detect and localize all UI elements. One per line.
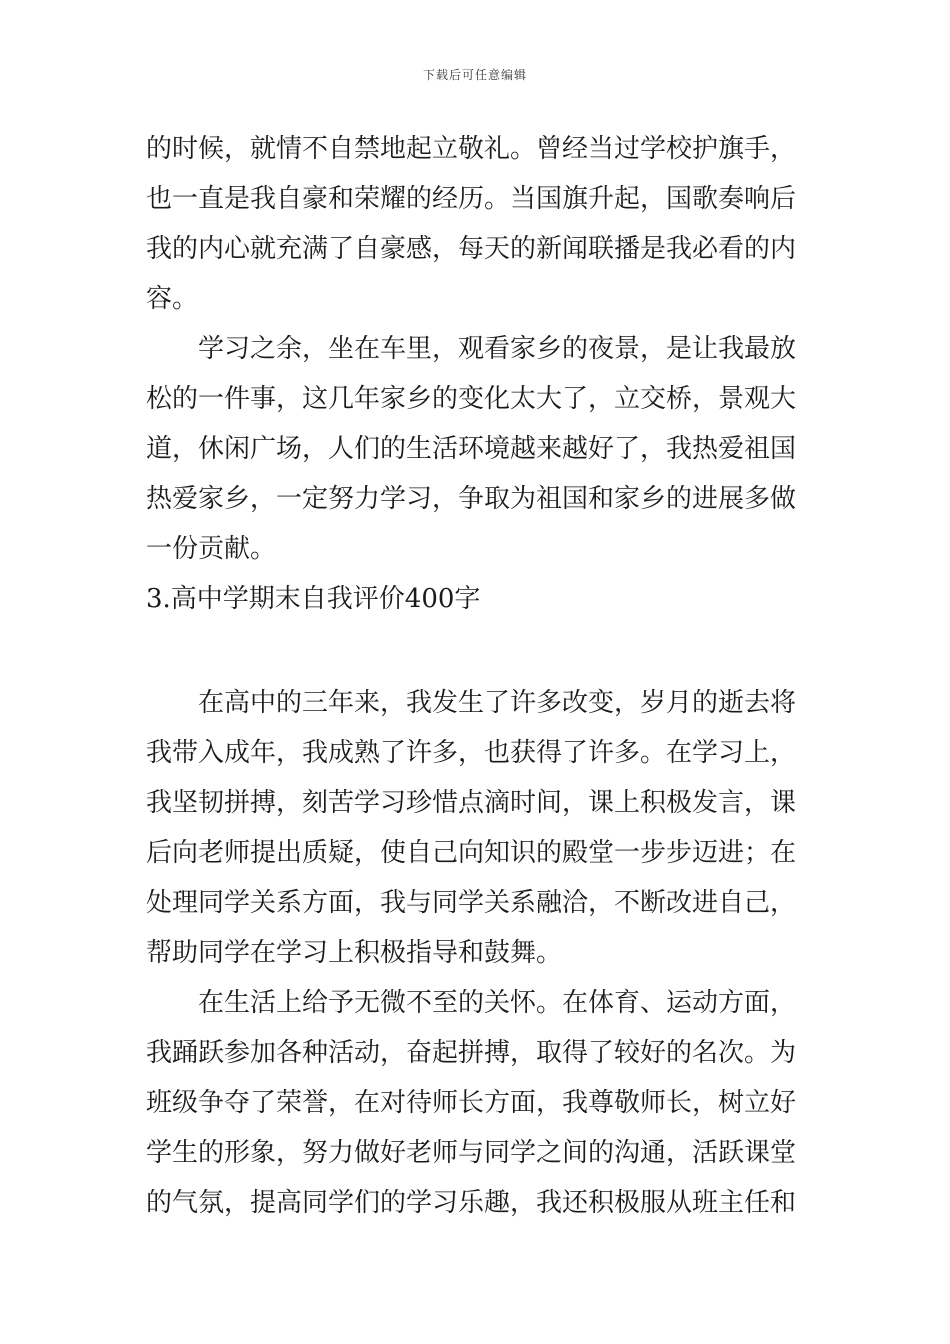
- text-line: 我带入成年，我成熟了许多，也获得了许多。在学习上，: [146, 738, 797, 768]
- text-line: 我的内心就充满了自豪感，每天的新闻联播是我必看的内: [146, 234, 797, 264]
- text-line: 我踊跃参加各种活动，奋起拼搏，取得了较好的名次。为: [146, 1038, 797, 1068]
- document-body: [146, 124, 814, 1228]
- text-line: 热爱家乡，一定努力学习，争取为祖国和家乡的进展多做: [146, 484, 797, 514]
- text-line: 帮助同学在学习上积极指导和鼓舞。: [146, 938, 563, 968]
- text-line: 松的一件事，这几年家乡的变化太大了，立交桥，景观大: [146, 384, 797, 414]
- paragraph-4: [146, 978, 814, 1228]
- text-line: 的时候，就情不自禁地起立敬礼。曾经当过学校护旗手，: [146, 134, 797, 164]
- paragraph-3: [146, 678, 814, 978]
- header-note: 下载后可任意编辑: [422, 68, 527, 82]
- paragraph-2: [146, 324, 814, 574]
- paragraph-1: [146, 124, 814, 324]
- text-line: 我坚韧拼搏，刻苦学习珍惜点滴时间，课上积极发言，课: [146, 788, 797, 818]
- text-line: 在生活上给予无微不至的关怀。在体育、运动方面，: [198, 988, 797, 1018]
- text-line: 学生的形象，努力做好老师与同学之间的沟通，活跃课堂: [146, 1138, 797, 1168]
- text-line: 容。: [146, 284, 199, 314]
- text-line: 的气氛，提高同学们的学习乐趣，我还积极服从班主任和: [146, 1188, 797, 1218]
- text-line: 在高中的三年来，我发生了许多改变，岁月的逝去将: [198, 688, 797, 718]
- text-line: 班级争夺了荣誉，在对待师长方面，我尊敬师长，树立好: [146, 1088, 797, 1118]
- text-line: 后向老师提出质疑，使自己向知识的殿堂一步步迈进；在: [146, 838, 797, 868]
- section-spacer: [146, 624, 814, 678]
- text-line: 一份贡献。: [146, 534, 277, 564]
- text-line: 处理同学关系方面，我与同学关系融洽，不断改进自己，: [146, 888, 797, 918]
- section-heading: 3.高中学期末自我评价400字: [146, 584, 481, 614]
- text-line: 学习之余，坐在车里，观看家乡的夜景，是让我最放: [198, 334, 797, 364]
- text-line: 也一直是我自豪和荣耀的经历。当国旗升起，国歌奏响后: [146, 184, 797, 214]
- text-line: 道，休闲广场，人们的生活环境越来越好了，我热爱祖国: [146, 434, 797, 464]
